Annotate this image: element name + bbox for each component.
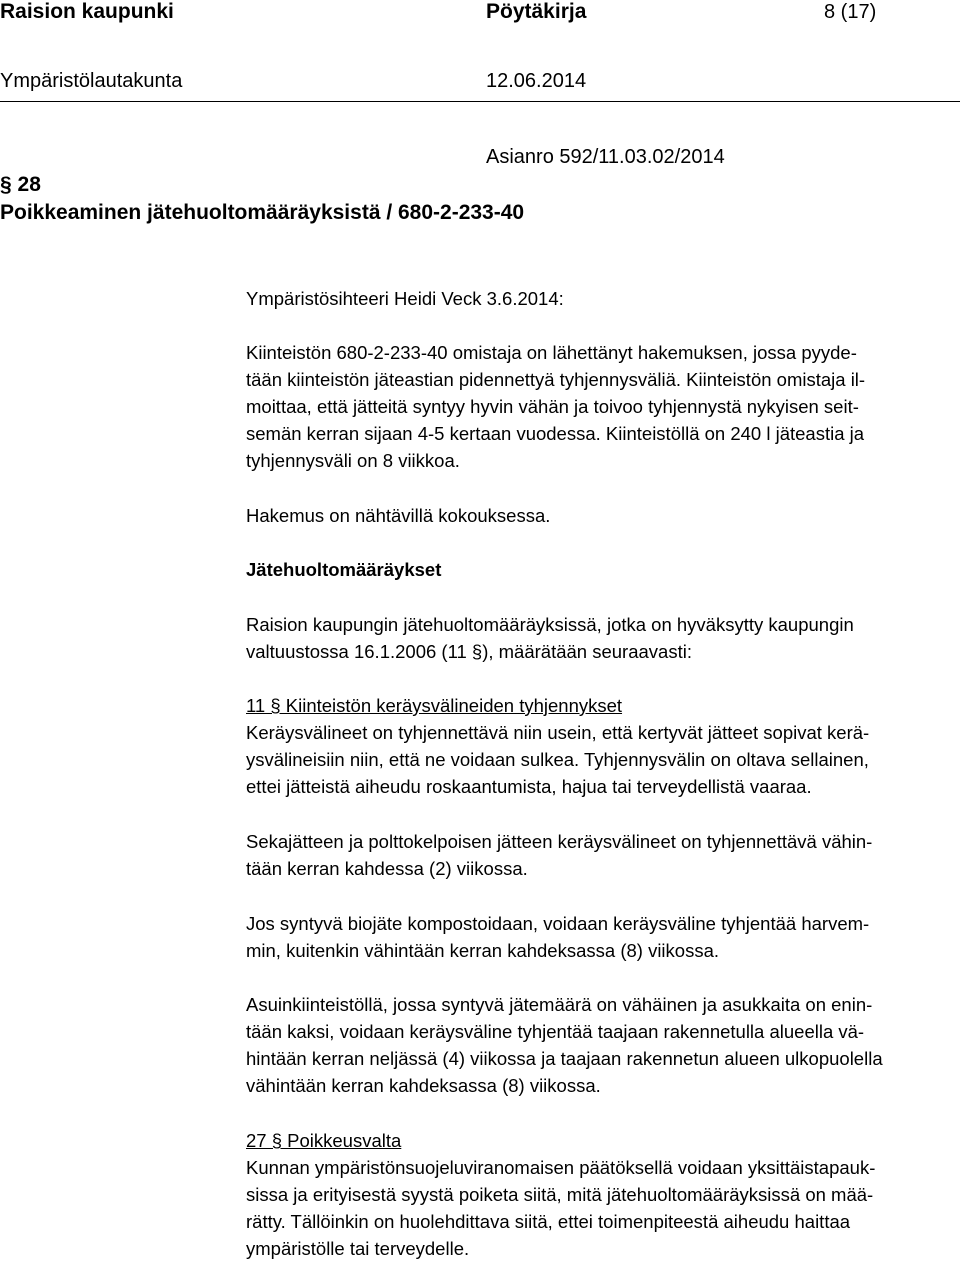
text-line: ettei jätteistä aiheudu roskaantumista, hajua tai terveydellistä vaaraa. [246, 776, 812, 797]
text-line: min, kuitenkin vähintään kerran kahdeksassa (8) viikossa. [246, 940, 720, 961]
section-27-heading: 27 § Poikkeusvalta [246, 1130, 402, 1151]
section-27-paragraph [246, 1154, 875, 1262]
meeting-date: 12.06.2014 [486, 70, 587, 92]
text-line: ympäristölle tai terveydelle. [246, 1238, 470, 1259]
text-line: semän kerran sijaan 4-5 kertaan vuodessa. Kiinteistöllä on 240 l jäteastia ja [246, 423, 865, 444]
text-line: Keräysvälineet on tyhjennettävä niin usein, että kertyvät jätteet sopivat kerä- [246, 722, 870, 743]
text-line: tään kaksi, voidaan keräysväline tyhjentää taajaan rakennetulla alueella vä- [246, 1021, 865, 1042]
text-line: Jos syntyvä biojäte kompostoidaan, voidaan keräysväline tyhjentää harvem- [246, 913, 870, 934]
text-line: hintään kerran neljässä (4) viikossa ja taajaan rakennetun alueen ulkopuolella [246, 1048, 883, 1069]
section-11-paragraph-4 [246, 991, 883, 1099]
text-line: sissa ja erityisestä syystä poiketa siitä, mitä jätehuoltomääräyksissä on mää- [246, 1184, 874, 1205]
text-line: Asuinkiinteistöllä, jossa syntyvä jätemäärä on vähäinen ja asukkaita on enin- [246, 994, 873, 1015]
text-line: tyhjennysväli on 8 viikkoa. [246, 450, 460, 471]
presenter-line: Ympäristösihteeri Heidi Veck 3.6.2014: [246, 288, 564, 309]
case-title: Poikkeaminen jätehuoltomääräyksistä / 680-2-233-40 [0, 201, 525, 224]
intro-paragraph [246, 339, 865, 474]
availability-note: Hakemus on nähtävillä kokouksessa. [246, 505, 551, 526]
text-line: tään kiinteistön jäteastian pidennettyä tyhjennysväliä. Kiinteistön omistaja il- [246, 369, 866, 390]
text-line: Kunnan ympäristönsuojeluviranomaisen päätöksellä voidaan yksittäistapauk- [246, 1157, 876, 1178]
text-line: vähintään kerran kahdeksassa (8) viikossa. [246, 1075, 601, 1096]
header-divider [0, 101, 960, 102]
case-number-value: 28 [17, 173, 41, 196]
committee-name: Ympäristölautakunta [0, 70, 183, 92]
rules-intro-paragraph [246, 611, 854, 665]
text-line: tään kerran kahdessa (2) viikossa. [246, 858, 528, 879]
section-11-heading: 11 § Kiinteistön keräysvälineiden tyhjennykset [246, 695, 623, 716]
case-number [0, 173, 41, 197]
text-line: Raision kaupungin jätehuoltomääräyksissä, jotka on hyväksytty kaupungin [246, 614, 854, 635]
section-11-paragraph-2 [246, 828, 872, 882]
page-number: 8 (17) [824, 1, 877, 23]
document-type: Pöytäkirja [486, 0, 587, 23]
text-line: rätty. Tällöinkin on huolehdittava siitä, ettei toimenpiteestä aiheudu haittaa [246, 1211, 851, 1232]
text-line: ysvälineisiin niin, että ne voidaan sulkea. Tyhjennysvälin on oltava sellainen, [246, 749, 869, 770]
case-reference: Asianro 592/11.03.02/2014 [486, 146, 725, 168]
section-sign: § [0, 173, 12, 196]
text-line: valtuustossa 16.1.2006 (11 §), määrätään seuraavasti: [246, 641, 692, 662]
section-11-paragraph-1 [246, 719, 869, 800]
text-line: Sekajätteen ja polttokelpoisen jätteen keräysvälineet on tyhjennettävä vähin- [246, 831, 873, 852]
section-11-paragraph-3 [246, 910, 869, 964]
text-line: Kiinteistön 680-2-233-40 omistaja on lähettänyt hakemuksen, jossa pyyde- [246, 342, 857, 363]
rules-heading: Jätehuoltomääräykset [246, 559, 442, 580]
org-name: Raision kaupunki [0, 0, 174, 23]
text-line: moittaa, että jätteitä syntyy hyvin vähän ja toivoo tyhjennystä nykyisen seit- [246, 396, 859, 417]
